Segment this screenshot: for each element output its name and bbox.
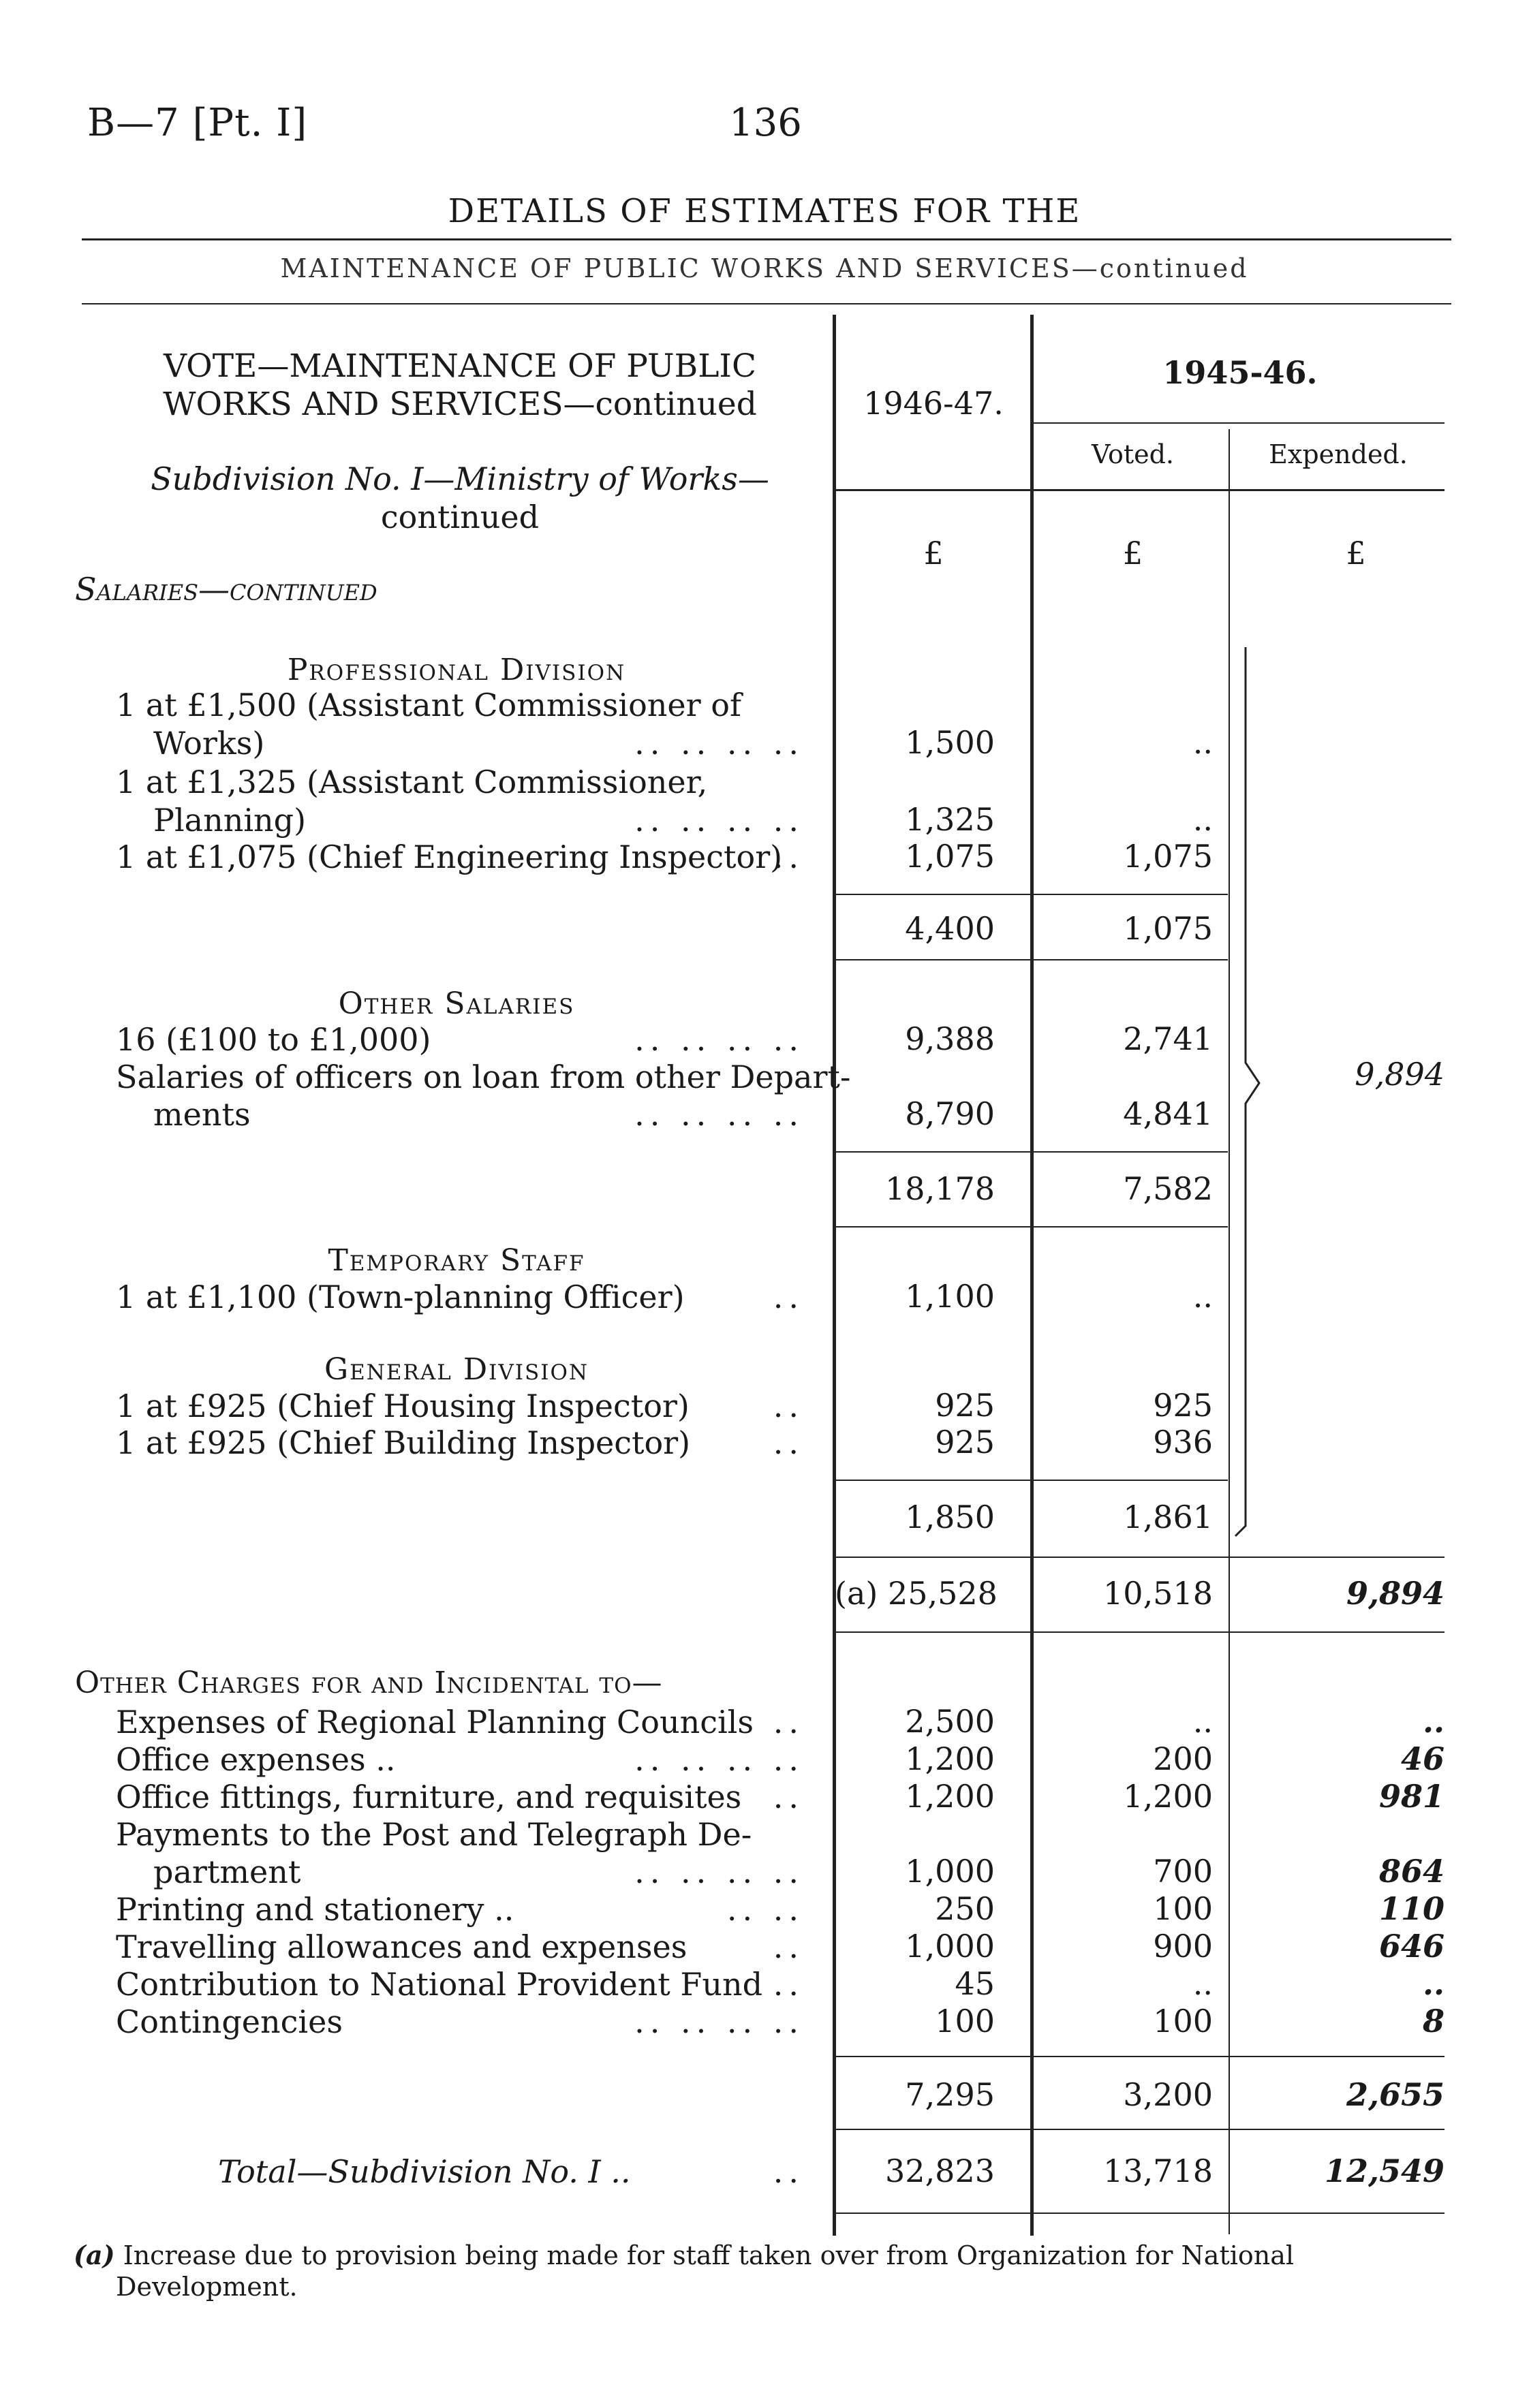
col-1945-46: 1945-46. [1162,354,1318,391]
subdivision-continued: continued [380,499,540,535]
bracketed-expended-value: 9,894 [1355,1056,1445,1093]
vote-line-2: WORKS AND SERVICES—continued [163,386,757,423]
value-cell: 700 [1153,1853,1213,1890]
footnote-text: Increase due to provision being made for staff taken over from Organization for National [123,2240,1295,2270]
total-rule [836,1557,1445,1558]
footnote [74,2240,1464,2271]
footnote-continued: Development. [116,2272,298,2302]
salaries-heading: Salaries—continued [75,571,377,608]
general-division-heading: General Division [324,1352,589,1387]
value-cell: 1,000 [905,1928,995,1965]
subtotal-rule [836,894,1228,895]
value-cell: 2,500 [905,1703,995,1740]
value-cell: 45 [955,1965,995,2002]
value-cell: .. [1192,724,1213,761]
value-cell: 100 [1153,2003,1213,2039]
other-charges-heading: Other Charges for and Incidental to— [75,1666,663,1700]
value-cell: 200 [1153,1740,1213,1777]
value-cell: 864 [1378,1853,1445,1890]
subtotal-cell: 18,178 [885,1170,995,1207]
temporary-staff-heading: Temporary Staff [328,1243,585,1278]
grand-total-cell: 12,549 [1324,2153,1445,2189]
subtotal-cell: 4,400 [905,910,995,947]
professional-division-heading: Professional Division [287,653,626,687]
value-cell: 1,325 [905,801,995,838]
value-cell: .. [1422,1703,1445,1740]
salaries-total-cell: 10,518 [1103,1575,1213,1612]
value-cell: 46 [1400,1740,1445,1777]
grand-total-cell: 32,823 [885,2153,995,2189]
footnote-mark: (a) [74,2240,115,2270]
col-voted: Voted. [1092,439,1174,469]
subdivision-heading: Subdivision No. I—Ministry of Works— [151,460,769,497]
subtotal-cell: 2,655 [1346,2076,1445,2113]
salaries-total-cell: (a) 25,528 [835,1575,998,1612]
value-cell: 4,841 [1123,1095,1213,1132]
subtotal-cell: 7,582 [1123,1170,1213,1207]
total-rule [836,1631,1445,1633]
currency-c2: £ [1122,535,1143,572]
column-rule-2 [1030,315,1034,2236]
value-cell: 925 [935,1387,995,1424]
value-cell: 100 [1153,1890,1213,1927]
value-cell: 100 [935,2003,995,2039]
header-bottom-rule [836,489,1445,491]
value-cell: 1,500 [905,724,995,761]
value-cell: 1,075 [1123,838,1213,875]
title-rule [82,238,1451,240]
value-cell: 9,388 [905,1020,995,1057]
subtotal-rule [836,1480,1228,1481]
value-cell: 1,000 [905,1853,995,1890]
col-1946-47: 1946-47. [863,385,1004,422]
value-cell: 8 [1422,2003,1445,2039]
col-expended: Expended. [1269,439,1408,469]
column-rule-1 [833,315,836,2236]
value-cell: .. [1192,801,1213,838]
value-cell: 8,790 [905,1095,995,1132]
value-cell: 1,200 [1123,1778,1213,1815]
page-number: 136 [729,101,802,145]
subtitle-rule [82,303,1451,304]
subtotal-rule [836,1226,1228,1228]
value-cell: 1,100 [905,1278,995,1315]
vote-heading [102,347,818,424]
currency-c3: £ [1346,535,1366,572]
vote-line-1: VOTE—MAINTENANCE OF PUBLIC [164,347,756,385]
value-cell: .. [1192,1278,1213,1315]
subtotal-cell: 3,200 [1123,2076,1213,2113]
column-rule-3 [1229,429,1230,2234]
subtotal-cell: 1,075 [1123,910,1213,947]
value-cell: .. [1192,1965,1213,2002]
value-cell: 936 [1153,1424,1213,1460]
value-cell: 925 [1153,1387,1213,1424]
total-rule [836,2129,1445,2130]
subtotal-cell: 1,850 [905,1499,995,1535]
value-cell: 250 [935,1890,995,1927]
value-cell: 2,741 [1123,1020,1213,1057]
value-cell: 646 [1378,1928,1445,1965]
value-cell: 1,075 [905,838,995,875]
subtotal-rule [836,1151,1228,1153]
value-cell: .. [1192,1703,1213,1740]
value-cell: .. [1422,1965,1445,2002]
subtotal-rule [836,959,1228,960]
value-cell: 1,200 [905,1740,995,1777]
total-rule [836,2056,1445,2057]
group-rule [1034,422,1445,424]
salaries-total-cell: 9,894 [1346,1575,1445,1612]
subtotal-cell: 1,861 [1123,1499,1213,1535]
page-title: DETAILS OF ESTIMATES FOR THE [448,192,1081,230]
page-subtitle: MAINTENANCE OF PUBLIC WORKS AND SERVICES—continued [280,253,1249,283]
total-rule [836,2212,1445,2214]
value-cell: 900 [1153,1928,1213,1965]
grand-total-cell: 13,718 [1103,2153,1213,2189]
value-cell: 925 [935,1424,995,1460]
document-reference: B—7 [Pt. I] [87,101,308,145]
other-salaries-heading: Other Salaries [338,986,575,1021]
value-cell: 1,200 [905,1778,995,1815]
bracket-brace [1232,647,1314,1539]
currency-c1: £ [923,535,944,572]
value-cell: 110 [1378,1890,1445,1927]
subtotal-cell: 7,295 [905,2076,995,2113]
value-cell: 981 [1378,1778,1445,1815]
